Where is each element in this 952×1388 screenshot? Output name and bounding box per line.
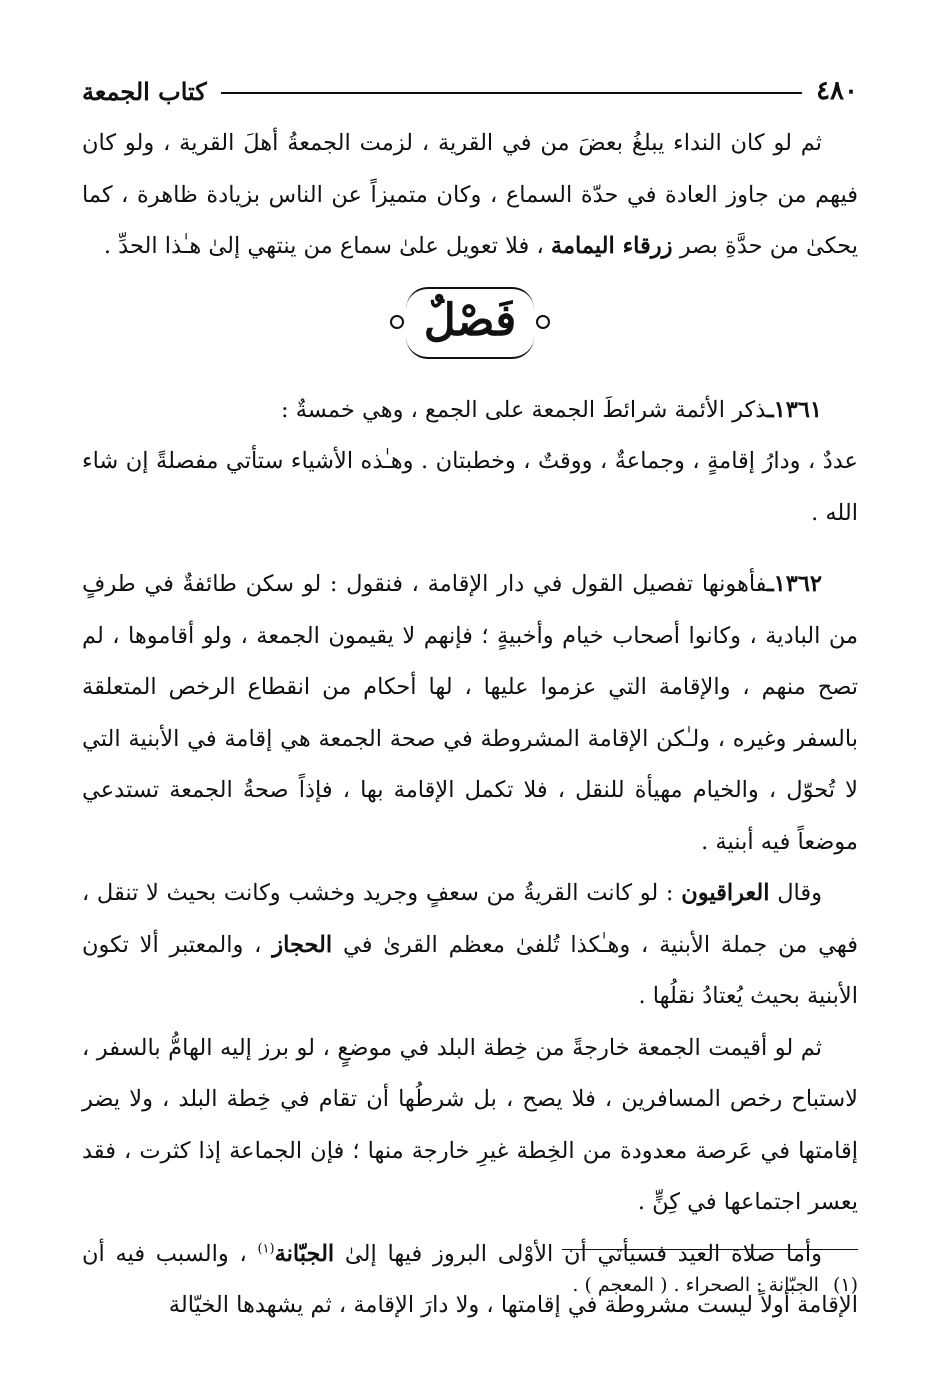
zarqa-al-yamama: زرقاء اليمامة: [550, 233, 673, 259]
al-iraqiyyun: العراقيون: [681, 880, 770, 906]
footnote-text: الجبّانة : الصحراء . ( المعجم ) .: [572, 1274, 819, 1296]
paragraph-eid-start: وأما صلاة العيد فسيأتي أن الأوْلى البروز فيها إلىٰ: [344, 1240, 823, 1267]
paragraph-iraqis: [82, 868, 858, 1023]
paragraph-1361: [82, 385, 858, 437]
issue-number-1362: ١٣٦٢ـ: [767, 571, 822, 597]
paragraph-1: [82, 118, 858, 273]
page-body: [82, 118, 858, 1332]
footnote-number: (١): [832, 1274, 858, 1296]
al-jabbana: الجبّانة: [274, 1240, 335, 1267]
paragraph-1362: [82, 559, 858, 868]
footnote-rule: [562, 1249, 858, 1250]
footnote-marker[interactable]: (١): [257, 1241, 275, 1256]
paragraph-1362-text: فأهونها تفصيل القول في دار الإقامة ، فنقول : لو سكن طائفةٌ في طرفٍ من البادية ، وكانوا أصحاب خيام وأخبيةٍ ؛ فإنهم لا يقيمون الجمعة ، ولو أقاموها ، لم تصح منهم ، والإقامة التي عزموا عليها ، لها أحكام من انقطاع الرخص المتعلقة بالسفر وغيره ، ولـٰكن الإقامة المشروطة في صحة الجمعة هي إقامة في الأبنية التي لا تُحوّل ، والخيام مهيأة للنقل ، فلا تكمل الإقامة بها ، فإذاً صحةُ الجمعة تستدعي موضعاً فيه أبنية .: [82, 571, 858, 855]
footnote: [98, 1270, 858, 1300]
paragraph-iraqis-start: وقال: [777, 880, 823, 906]
section-heading-ornament: فَصْلٌ: [406, 287, 535, 359]
paragraph-outside-town: [82, 1023, 858, 1229]
paragraph-1-text: ثم لو كان النداء يبلغُ بعضَ من في القرية ، لزمت الجمعةُ أهلَ القرية ، ولو كان فيهم من جاوز العادة في حدّة السماع ، وكان متميزاً عن الناس بزيادة ظاهرة ، كما يحكىٰ من حدَّةِ بصر: [82, 130, 858, 259]
header-rule: [221, 92, 802, 94]
chapter-title: كتاب الجمعة: [82, 76, 207, 106]
paragraph-iraqis-end: ، والمعتبر ألا تكون الأبنية بحيث يُعتادُ نقلُها .: [82, 931, 858, 1009]
paragraph-1-end: ، فلا تعويل علىٰ سماع من ينتهي إلىٰ هـٰذا الحدِّ .: [103, 233, 544, 259]
al-hijaz: الحجاز: [272, 931, 333, 958]
paragraph-1361-text: ذكر الأئمة شرائطَ الجمعة على الجمع ، وهي خمسةٌ :: [281, 396, 768, 423]
issue-number-1361: ١٣٦١ـ: [767, 396, 822, 423]
page-header: [82, 72, 858, 110]
paragraph-eid-end: ، والسبب فيه أن الإقامة أولاً ليست مشروطة في إقامتها ، ولا دارَ الإقامة ، ثم يشهدها الخيّالة: [82, 1240, 858, 1318]
paragraph-conditions-text: عددٌ ، ودارُ إقامةٍ ، وجماعةٌ ، ووقتٌ ، وخطبتان . وهـٰذه الأشياء ستأتي مفصلةً إن شاء الله .: [82, 448, 858, 526]
page-number: ٤٨٠: [816, 76, 858, 106]
section-heading-wrap: [82, 273, 858, 385]
paragraph-outside-town-text: ثم لو أقيمت الجمعة خارجةً من خِطة البلد في موضعٍ ، لو برز إليه الهامُّ بالسفر ، لاستباح رخص المسافرين ، فلا يصح ، بل شرطُها أن تقام في خِطة البلد ، ولا يضر إقامتها في عَرصة معدودة من الخِطة غيرِ خارجة منها ؛ فإن الجماعة إذا كثرت ، فقد يعسر اجتماعها في كِنٍّ .: [82, 1034, 859, 1215]
paragraph-conditions: [82, 436, 858, 539]
paragraph-iraqis-mid: : لو كانت القريةُ من سعفٍ وجريد وخشب وكانت بحيث لا تنقل ، فهي من جملة الأبنية ، وهـٰكذا تُلفىٰ معظم القرىٰ في: [82, 880, 858, 958]
